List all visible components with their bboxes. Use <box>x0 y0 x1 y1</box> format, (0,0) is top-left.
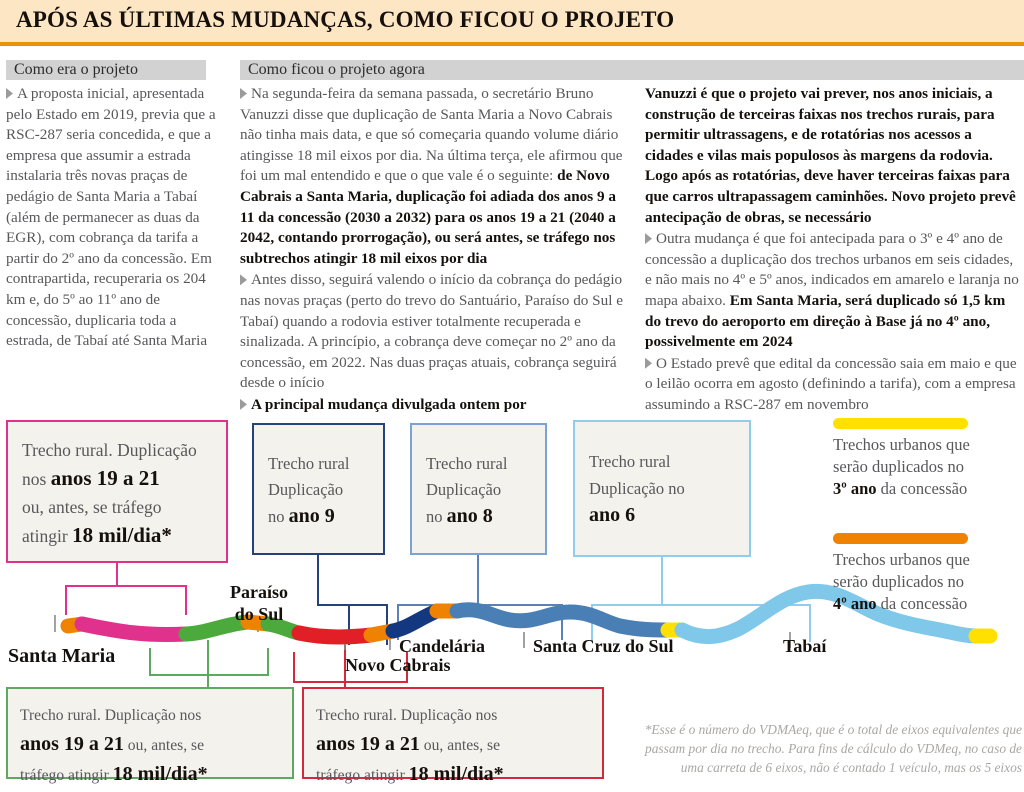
text-column-continuation <box>645 84 1023 416</box>
paragraph-text-plain: Na segunda-feira da semana passada, o secretário Bruno Vanuzzi disse que duplicação de Santa Maria a Novo Cabrais não tinha mais data, e que só começaria quando volume diário atingisse 18 mil eixos por dia. Na última terça, ele afirmou que foi um mal entendido e que o que vale é o seguinte: <box>240 85 623 185</box>
paragraph <box>240 270 630 394</box>
legend-line <box>833 593 1023 615</box>
page-title: APÓS AS ÚLTIMAS MUDANÇAS, COMO FICOU O PROJETO <box>16 7 675 32</box>
city-label-line: do Sul <box>234 604 284 624</box>
legend-swatch-yellow <box>833 418 968 429</box>
text-column-como-ficou <box>240 84 630 416</box>
legend-line <box>833 478 1023 500</box>
legend-text-plain: da concessão <box>876 479 968 498</box>
legend-line: serão duplicados no <box>833 457 965 476</box>
callout-line: Trecho rural <box>426 454 508 473</box>
callout-text-plain: no <box>268 507 289 526</box>
legend-swatch-orange <box>833 533 968 544</box>
legend-line: serão duplicados no <box>833 572 965 591</box>
road-segment-pink <box>82 624 186 635</box>
paragraph <box>240 84 630 269</box>
paragraph <box>645 229 1023 353</box>
callout-text-bold: ano 9 <box>288 505 335 527</box>
legend-line: Trechos urbanos que <box>833 550 970 569</box>
callout-text-plain: nos <box>22 469 51 489</box>
callout-line: Trecho rural <box>589 452 671 471</box>
section-header-como-ficou: Como ficou o projeto agora <box>240 60 1024 80</box>
callout-line: Trecho rural. Duplicação nos <box>316 707 498 724</box>
connector-pink <box>66 563 186 615</box>
callout-line: Trecho rural. Duplicação nos <box>20 707 202 724</box>
callout-line: Duplicação no <box>589 479 685 498</box>
callout-text-bold: 18 mil/dia* <box>408 763 504 785</box>
callout-text-bold: anos 19 a 21 <box>20 733 124 755</box>
callout-text-bold: anos 19 a 21 <box>50 466 160 490</box>
callout-line: Duplicação <box>426 480 502 499</box>
paragraph-text-bold: de Novo Cabrais a Santa Maria, duplicação foi adiada dos anos 9 a 11 da concessão (2030 a 2032) para os anos 19 a 21 (2040 a 2042, contando prorrogação), ou será antes, se tráfego nos subtrechos atingir 18 mil eixos por dia <box>240 167 616 267</box>
callout-text-plain: tráfego atingir <box>316 767 409 784</box>
callout-text-bold: 18 mil/dia* <box>112 763 208 785</box>
callout-ano-8 <box>410 423 547 555</box>
paragraph-text-bold: A principal mudança divulgada ontem por <box>251 395 527 413</box>
city-label-santa-maria: Santa Maria <box>8 645 116 667</box>
footnote-vdmaeq: *Esse é o número do VDMAeq, que é o total de eixos equivalentes que passam por dia no trecho. Para fins de cálculo do VDMeq, no caso de uma carreta de 6 eixos, não é contado 1 veículo, mas os 5 eixos <box>644 722 1022 775</box>
callout-text-plain: ou, antes, se <box>419 737 501 754</box>
section-header-como-era: Como era o projeto <box>6 60 206 80</box>
paragraph-text: Antes disso, seguirá valendo o início da cobrança do pedágio nas novas praças (perto do trevo do Santuário, Paraíso do Sul e Tabaí) quando a rodovia estiver totalmente recuperada e sinalizada. A princípio, a cobrança deve começar no 2º ano da concessão, em 2022. Nas duas praças atuais, cobrança seguirá desde o início <box>240 271 623 392</box>
legend-item-3o-ano <box>833 418 1023 500</box>
paragraph-text-bold: Em Santa Maria, será duplicado só 1,5 km do trevo do aeroporto em direção à Base já no 4º ano, possivelmente em 2024 <box>645 291 1006 351</box>
paragraph-text: A proposta inicial, apresentada pelo Estado em 2019, previa que a RSC-287 seria concedida, e que a empresa que assumir a estrada instalaria três novas praças de pedágio de Santa Maria a Tabaí (além de permanecer as duas da EGR), com cobrança da tarifa a partir do 2º ano da concessão. Em contrapartida, recuperaria os 204 km e, do 5º ao 11º ano de concessão, duplicaria toda a estrada, de Tabaí até Santa Maria <box>6 85 216 350</box>
city-label-paraiso-do-sul <box>222 581 296 625</box>
callout-line <box>316 760 592 790</box>
city-label-novo-cabrais: Novo Cabrais <box>345 655 451 675</box>
legend-text-bold: 4º ano <box>833 594 877 613</box>
callout-green-rural <box>6 687 294 785</box>
callout-text-bold: 18 mil/dia* <box>72 523 172 547</box>
connector-midblue <box>398 555 562 640</box>
callout-ano-6 <box>573 420 751 557</box>
callout-text-plain: ou, antes, se <box>123 737 205 754</box>
callout-line: Trecho rural. Duplicação <box>22 440 197 460</box>
bullet-arrow-icon <box>645 358 652 369</box>
legend-item-4o-ano <box>833 533 1023 615</box>
road-segment-red <box>299 633 371 637</box>
callout-text-bold: anos 19 a 21 <box>316 733 420 755</box>
callout-line: Trecho rural <box>268 454 350 473</box>
callout-line: Duplicação <box>268 480 344 499</box>
paragraph <box>645 84 1023 228</box>
callout-line <box>22 521 214 550</box>
callout-line <box>20 760 282 790</box>
legend-text-bold: 3º ano <box>833 479 877 498</box>
city-label-line: Paraíso <box>230 582 288 602</box>
callout-red-rural <box>302 687 604 785</box>
paragraph-text-plain: Outra mudança é que foi antecipada para o 3º e 4º ano de concessão a duplicação dos trechos urbanos em seis cidades, e não mais no 4º e 5º anos, indicados em amarelo e laranja no mapa abaixo. <box>645 230 1019 309</box>
paragraph <box>6 84 224 352</box>
callout-text-plain: no <box>426 507 447 526</box>
callout-line <box>316 730 592 760</box>
bullet-arrow-icon <box>6 88 13 99</box>
callout-line <box>268 503 383 530</box>
legend-line: Trechos urbanos que <box>833 435 970 454</box>
bullet-arrow-icon <box>240 274 247 285</box>
connector-green <box>150 640 268 687</box>
callout-ano-9 <box>252 423 385 555</box>
bullet-arrow-icon <box>645 233 652 244</box>
callout-line <box>22 464 214 493</box>
city-label-tabai: Tabaí <box>783 636 827 656</box>
callout-text-bold: ano 6 <box>589 504 636 526</box>
callout-text-plain: tráfego atingir <box>20 767 113 784</box>
callout-line <box>426 503 545 530</box>
callout-text-bold: ano 8 <box>446 505 493 527</box>
city-label-santa-cruz-do-sul: Santa Cruz do Sul <box>533 636 674 656</box>
callout-santa-maria-rural <box>6 420 228 563</box>
paragraph-text-bold: Vanuzzi é que o projeto vai prever, nos anos iniciais, a construção de terceiras faixas nos trechos rurais, para permitir ultrassagens, e de rotatórias nos acessos a cidades e vilas mais populosos às margens da rodovia. Logo após as rotatórias, deve haver terceiras faixas para que carros ultrapassagem caminhões. Novo projeto prevê antecipação de obras, se necessário <box>645 85 1016 226</box>
callout-line <box>20 730 282 760</box>
bullet-arrow-icon <box>240 88 247 99</box>
header-banner <box>0 0 1024 46</box>
callout-line <box>589 502 749 529</box>
callout-line: ou, antes, se tráfego <box>22 497 162 517</box>
paragraph-text: O Estado prevê que edital da concessão saia em maio e que o leilão ocorra em agosto (definindo a tarifa), com a empresa assumindo a RSC-287 em novembro <box>645 354 1017 413</box>
city-label-candelaria: Candelária <box>399 636 486 656</box>
callout-text-plain: atingir <box>22 526 73 546</box>
legend-text-plain: da concessão <box>876 594 968 613</box>
text-column-como-era <box>6 84 224 352</box>
